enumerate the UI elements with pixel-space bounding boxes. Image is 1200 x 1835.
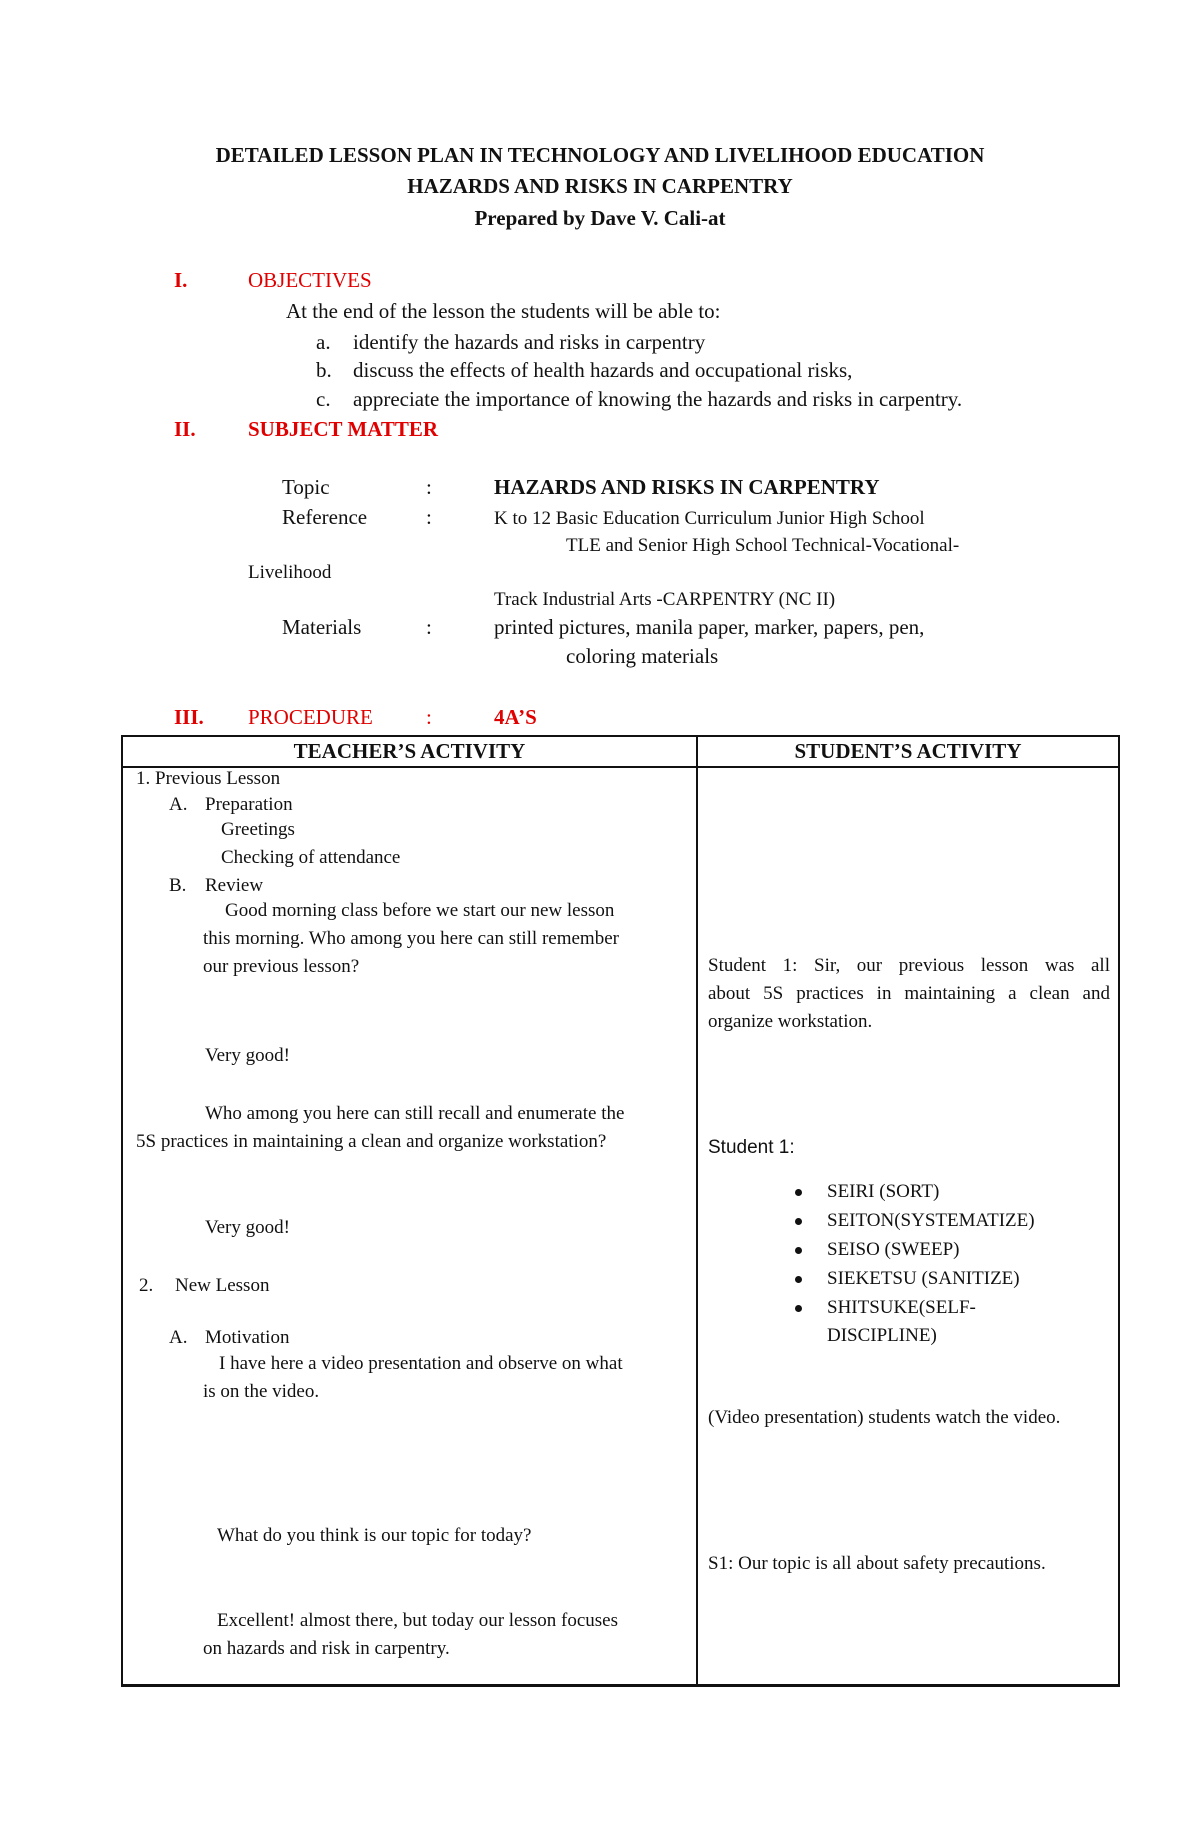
teacher-line: What do you think is our topic for today? [217,1525,532,1546]
topic-value: HAZARDS AND RISKS IN CARPENTRY [494,475,880,499]
teacher-line: I have here a video presentation and observe on what [219,1353,623,1374]
bullet-dot [795,1189,802,1196]
teacher-line: is on the video. [203,1381,320,1402]
procedure-number: III. [174,705,204,729]
lesson-title: HAZARDS AND RISKS IN CARPENTRY [407,174,793,198]
practice-item: SEITON(SYSTEMATIZE) [827,1210,1035,1231]
teacher-line: Who among you here can still recall and enumerate the [205,1103,625,1124]
procedure-method: 4A’S [494,705,537,729]
reference-label: Reference [282,505,368,529]
objectives-heading: OBJECTIVES [248,268,372,292]
objective-marker: a. [316,330,331,354]
materials-colon: : [426,615,432,639]
reference-line: Track Industrial Arts -CARPENTRY (NC II) [494,589,836,610]
materials-line: printed pictures, manila paper, marker, papers, pen, [494,615,925,639]
objective-item: discuss the effects of health hazards and occupational risks, [353,358,853,382]
list-marker: A. [169,794,188,815]
subject-matter-heading: SUBJECT MATTER [248,417,439,441]
procedure-colon: : [426,705,432,729]
topic-colon: : [426,475,432,499]
teacher-line: on hazards and risk in carpentry. [203,1638,450,1659]
list-marker: A. [169,1327,188,1348]
student-answer-line: (Video presentation) students watch the video. [708,1407,1061,1428]
procedure-table [121,735,1120,1687]
document-title: DETAILED LESSON PLAN IN TECHNOLOGY AND LIVELIHOOD EDUCATION [215,143,985,167]
greetings-item: Greetings [221,819,295,840]
teacher-line: Good morning class before we start our new lesson [225,900,615,921]
teacher-activity-header: TEACHER’S ACTIVITY [293,739,526,763]
bullet-dot [795,1247,802,1254]
student-answer-line: S1: Our topic is all about safety precautions. [708,1553,1046,1574]
subject-matter-number: II. [174,417,196,441]
objectives-number: I. [174,268,188,292]
preparation-item: Preparation [205,794,293,815]
review-item: Review [205,875,264,896]
objective-item: identify the hazards and risks in carpentry [353,330,706,354]
bullet-dot [795,1276,802,1283]
previous-lesson-item: 1. Previous Lesson [136,768,281,789]
procedure-heading: PROCEDURE [248,705,373,729]
reference-line: Livelihood [248,562,332,583]
teacher-line: Very good! [205,1217,290,1238]
new-lesson-item: New Lesson [175,1275,270,1296]
prepared-by: Prepared by Dave V. Cali-at [474,206,726,230]
student-answer-line: Student 1: Sir, our previous lesson was all [708,955,1110,976]
materials-label: Materials [282,615,362,639]
teacher-line: Very good! [205,1045,290,1066]
objectives-intro: At the end of the lesson the students will be able to: [286,299,721,323]
practice-item: SEIRI (SORT) [827,1181,940,1202]
student-answer-line: organize workstation. [708,1011,873,1032]
bullet-dot [795,1305,802,1312]
student-answer-label: Student 1: [708,1137,795,1158]
practice-item: SHITSUKE(SELF- [827,1297,976,1318]
list-marker: 2. [139,1275,154,1296]
objective-marker: c. [316,387,331,411]
teacher-line: Excellent! almost there, but today our lesson focuses [217,1610,619,1631]
attendance-item: Checking of attendance [221,847,401,868]
student-activity-header: STUDENT’S ACTIVITY [794,739,1022,763]
teacher-line: this morning. Who among you here can still remember [203,928,619,949]
teacher-line: 5S practices in maintaining a clean and organize workstation? [136,1131,607,1152]
reference-line: K to 12 Basic Education Curriculum Junior High School [494,508,925,529]
student-answer-line: about 5S practices in maintaining a clean and [708,983,1110,1004]
column-divider [696,737,698,1684]
practice-item: SIEKETSU (SANITIZE) [827,1268,1020,1289]
reference-line: TLE and Senior High School Technical-Vocational- [566,535,960,556]
practice-item: SEISO (SWEEP) [827,1239,960,1260]
list-marker: B. [169,875,187,896]
materials-line: coloring materials [566,644,719,668]
motivation-item: Motivation [205,1327,290,1348]
teacher-line: our previous lesson? [203,956,360,977]
objective-item: appreciate the importance of knowing the hazards and risks in carpentry. [353,387,963,411]
topic-label: Topic [282,475,330,499]
bullet-dot [795,1218,802,1225]
objective-marker: b. [316,358,332,382]
reference-colon: : [426,505,432,529]
practice-item-continued: DISCIPLINE) [827,1325,937,1346]
